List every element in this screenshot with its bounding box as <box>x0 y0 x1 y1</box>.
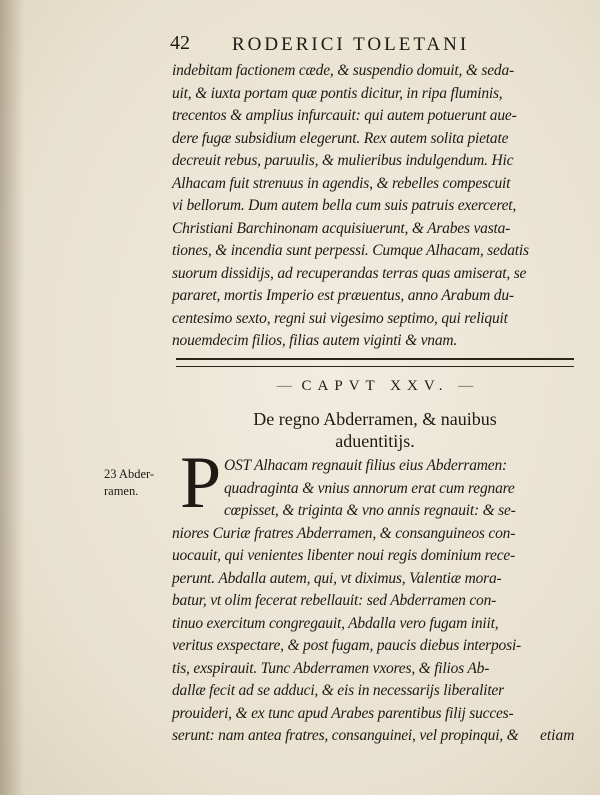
text-line: dallæ fecit ad se adduci, & eis in necessarijs liberaliter <box>172 682 504 699</box>
text-line: perunt. Abdalla autem, qui, vt diximus, Valentiæ mora- <box>172 569 502 587</box>
margin-note-line: 23 Abder- <box>104 467 155 481</box>
text-line: trecentos & amplius infurcauit: qui autem potuerunt aue- <box>172 107 517 124</box>
text-line: Christiani Barchinonam acquisiuerunt, & Arabes vasta- <box>172 219 511 237</box>
text-line: quadraginta & vnius annorum erat cum regnare <box>224 479 515 497</box>
text-line: niores Curiæ fratres Abderramen, & consanguineos con- <box>172 524 516 542</box>
chapter-title-line: aduentitijs. <box>335 431 415 451</box>
text-line: suorum dissidijs, ad recuperandas terras quas amiserat, se <box>172 264 527 282</box>
page-header <box>170 26 580 56</box>
section-rule <box>176 358 574 367</box>
text-line: vi bellorum. Dum autem bella cum suis patruis exerceret, <box>172 197 517 214</box>
running-head: RODERICI TOLETANI <box>232 34 470 55</box>
text-line: tiones, & incendia sunt perpessi. Cumque Alhacam, sedatis <box>172 242 529 259</box>
page-number: 42 <box>170 32 190 54</box>
chapter-heading <box>176 378 574 395</box>
text-line: prouideri, & ex tunc apud Arabes parentibus filij succes- <box>172 704 514 722</box>
text-line: centesimo sexto, regni sui vigesimo septimo, qui reliquit <box>172 309 508 327</box>
margin-note-line: ramen. <box>104 484 139 498</box>
text-line: batur, vt olim fecerat rebellauit: sed Abderramen con- <box>172 592 497 609</box>
top-paragraph <box>172 60 582 353</box>
heading-ornament-right: — <box>458 378 474 394</box>
text-line: veritus exspectare, & post fugam, paucis diebus interposi- <box>172 637 522 654</box>
gutter-shadow <box>0 0 24 795</box>
text-line: cœpisset, & triginta & vno annis regnauit: & se- <box>224 502 516 519</box>
text-line: Alhacam fuit strenuus in agendis, & rebelles compescuit <box>172 174 511 192</box>
text-line: serunt: nam antea fratres, consanguinei, vel propinqui, & <box>172 727 519 744</box>
margin-note <box>104 466 174 500</box>
text-line: tis, exspirauit. Tunc Abderramen vxores, & filios Ab- <box>172 659 490 677</box>
catchword: etiam <box>540 727 575 744</box>
text-line: uocauit, qui venientes libenter noui regis dominium rece- <box>172 547 516 564</box>
chapter-title <box>176 408 574 452</box>
chapter-body <box>172 455 582 748</box>
text-line: nouemdecim filios, filias autem viginti & vnam. <box>172 332 458 349</box>
chapter-number: CAPVT XXV. <box>301 378 449 394</box>
text-line: OST Alhacam regnauit filius eius Abderramen: <box>224 457 507 474</box>
text-line: decreuit rebus, paruulis, & mulieribus indulgendum. Hic <box>172 152 514 169</box>
text-line: indebitam factionem cæde, & suspendio domuit, & seda- <box>172 62 514 79</box>
heading-ornament-left: — <box>276 378 292 394</box>
text-line: dere fugæ subsidium elegerunt. Rex autem solita pietate <box>172 129 509 147</box>
drop-cap: P <box>180 442 222 524</box>
text-line: tinuo exercitum congregauit, Abdalla vero fugam iniit, <box>172 614 499 632</box>
text-line: uit, & iuxta portam quæ pontis dicitur, in ripa fluminis, <box>172 84 503 102</box>
chapter-title-line: De regno Abderramen, & nauibus <box>253 409 497 429</box>
text-line: pararet, mortis Imperio est præuentus, anno Arabum du- <box>172 287 514 304</box>
